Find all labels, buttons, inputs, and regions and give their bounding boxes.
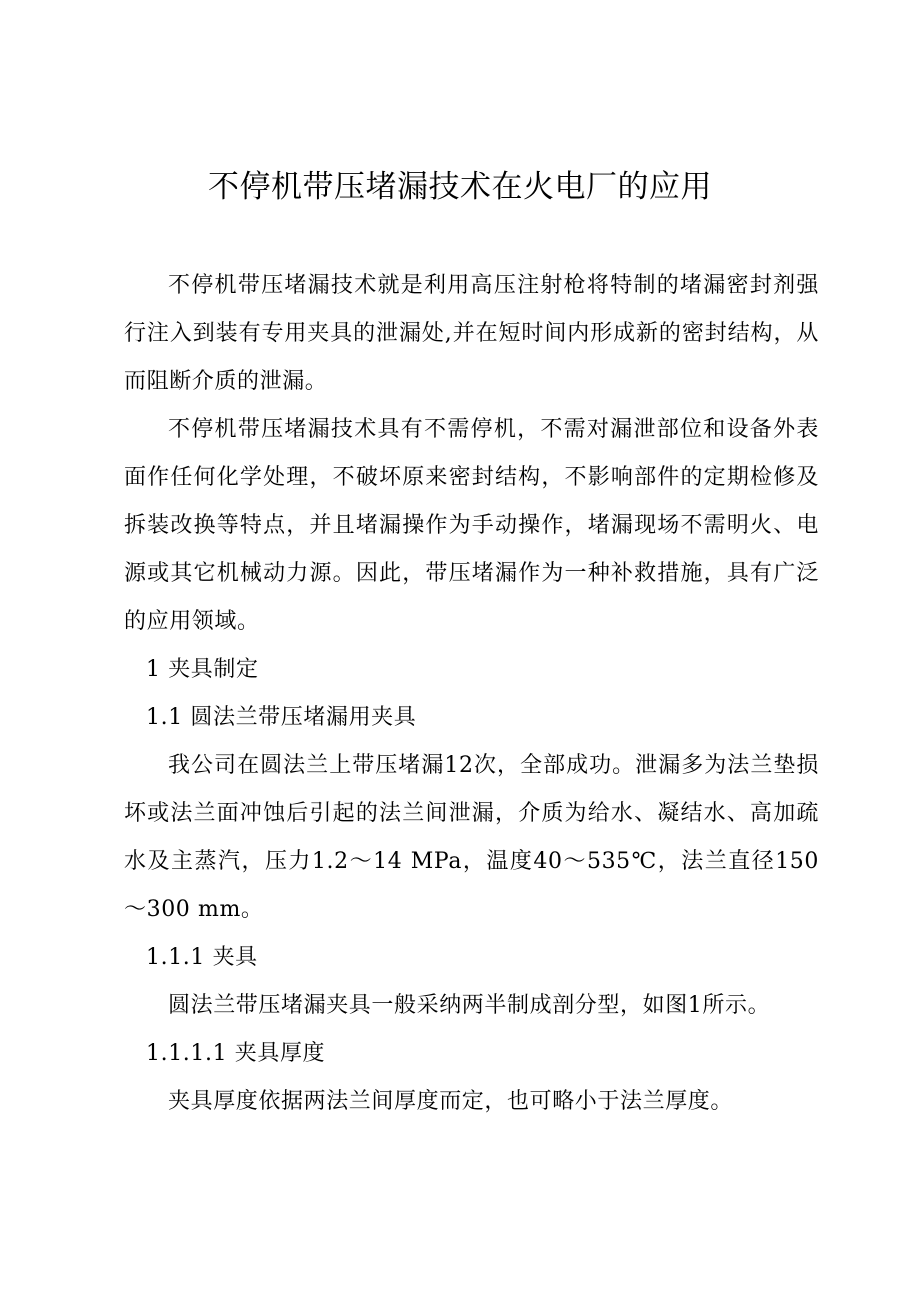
document-body: [124, 262, 819, 1126]
intro-paragraph-1: 不停机带压堵漏技术就是利用高压注射枪将特制的堵漏密封剂强行注入到装有专用夹具的泄漏处,并在短时间内形成新的密封结构，从而阻断介质的泄漏。: [124, 273, 819, 394]
section-heading-1-1: 1.1 圆法兰带压堵漏用夹具: [146, 705, 417, 730]
section-heading-1-1-1-1: 1.1.1.1 夹具厚度: [146, 1041, 326, 1066]
document-title: 不停机带压堵漏技术在火电厂的应用: [208, 169, 712, 205]
intro-paragraph-2: 不停机带压堵漏技术具有不需停机，不需对漏泄部位和设备外表面作任何化学处理，不破坏原来密封结构，不影响部件的定期检修及拆装改换等特点，并且堵漏操作为手动操作，堵漏现场不需明火、电源或其它机械动力源。因此，带压堵漏作为一种补救措施，具有广泛的应用领域。: [124, 417, 819, 634]
section-1-1-1-1-paragraph: 夹具厚度依据两法兰间厚度而定，也可略小于法兰厚度。: [168, 1089, 734, 1114]
section-heading-1-1-1: 1.1.1 夹具: [146, 945, 258, 970]
section-heading-1: 1 夹具制定: [146, 657, 259, 682]
section-1-1-1-paragraph: 圆法兰带压堵漏夹具一般采纳两半制成剖分型，如图1所示。: [168, 993, 771, 1018]
section-1-1-paragraph: 我公司在圆法兰上带压堵漏12次，全部成功。泄漏多为法兰垫损坏或法兰面冲蚀后引起的法兰间泄漏，介质为给水、凝结水、高加疏水及主蒸汽，压力1.2～14 MPa，温度40～535℃，法兰直径150～300 mm。: [124, 753, 819, 922]
